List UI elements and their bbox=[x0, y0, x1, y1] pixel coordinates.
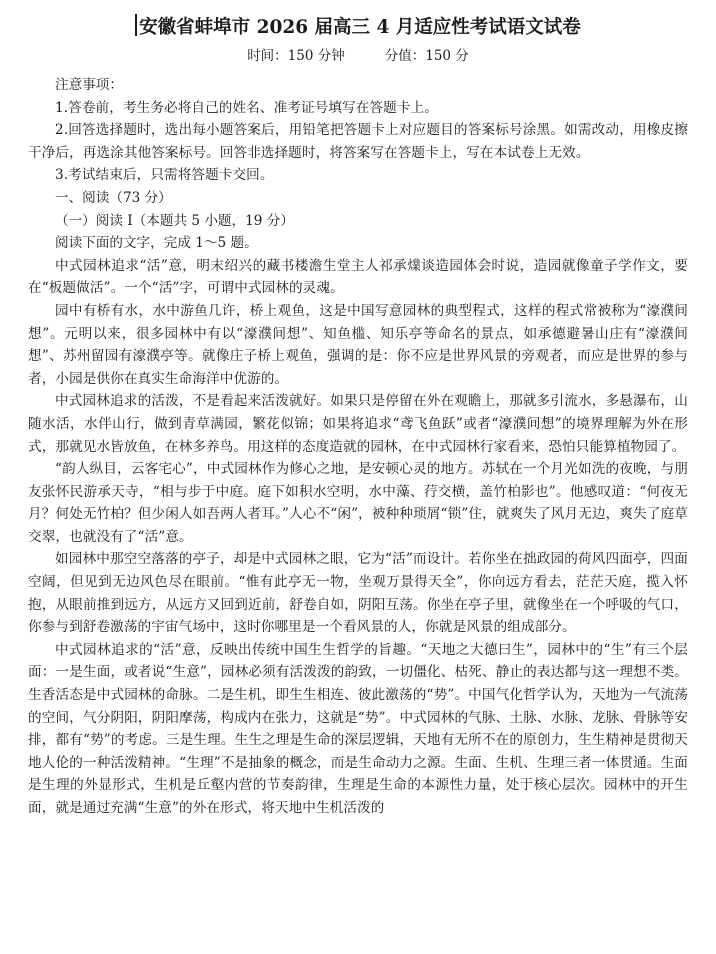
notice-item-2: 2.回答选择题时，选出每小题答案后，用铅笔把答题卡上对应题目的答案标号涂黑。如需改动，用橡皮擦干净后，再选涂其他答案标号。回答非选择题时，将答案写在答题卡上，写在本试卷上无效。 bbox=[28, 122, 688, 161]
exam-score: 分值：150 分 bbox=[384, 48, 469, 64]
passage-paragraph-3: 中式园林追求的活泼，不是看起来活泼就好。如果只是停留在外在观瞻上，那就多引流水，多悬瀑布，山随水活，水伴山行，做到青草满园，繁花似锦；如果将追求“鸢飞鱼跃”或者“濠濮间想”的境界理解为外在形式，那就见水皆放鱼，在林多养鸟。用这样的态度造就的园林，在中式园林行家看来，恐怕只能算植物园了。 bbox=[28, 393, 688, 455]
passage-paragraph-2: 园中有桥有水，水中游鱼几许，桥上观鱼，这是中国写意园林的典型程式，这样的程式常被称为“濠濮间想”。元明以来，很多园林中有以“濠濮间想”、知鱼槛、知乐亭等命名的景点，如承德避暑山庄有“濠濮间想”、苏州留园有濠濮亭等。就像庄子桥上观鱼，强调的是：你不应是世界风景的旁观者，而应是世界的参与者，小园是供你在真实生命海洋中优游的。 bbox=[28, 302, 688, 387]
passage-paragraph-6: 中式园林追求的“活”意，反映出传统中国生生哲学的旨趣。“天地之大德曰生”，园林中的“生”有三个层面：一是生面，或者说“生意”，园林必须有活泼泼的韵致，一切僵化、枯死、静止的表达都与这一理想不类。生香活态是中式园林的命脉。二是生机，即生生相连、彼此激荡的“势”。中国气化哲学认为，天地为一气流荡的空间，气分阴阳，阴阳摩荡，构成内在张力，这就是“势”。中式园林的气脉、土脉、水脉、龙脉、骨脉等安排，都有“势”的考虑。三是生理。生生之理是生命的深层逻辑，天地有无所不在的原创力，生生精神是贯彻天地人伦的一种活泼精神。“生理”不是抽象的概念，而是生命动力之源。生面、生机、生理三者一体贯通。生面是生理的外显形式，生机是丘壑内营的节奏韵律，生理是生命的本源性力量，处于核心层次。园林中的开生面，就是通过充满“生意”的外在形式，将天地中生机活泼的 bbox=[28, 641, 688, 816]
passage-paragraph-4: “韵人纵目，云客宅心”，中式园林作为修心之地，是安顿心灵的地方。苏轼在一个月光如洗的夜晚，与朋友张怀民游承天寺，“相与步于中庭。庭下如积水空明，水中藻、荇交横，盖竹柏影也”。他感叹道：“何夜无月？何处无竹柏？但少闲人如吾两人者耳。”人心不“闲”，被种种琐屑“锁”住，就爽失了风月无边，爽失了庭草交翠，也就没有了“活”意。 bbox=[28, 461, 688, 545]
passage-paragraph-5: 如园林中那空空落落的亭子，却是中式园林之眼，它为“活”而设计。若你坐在拙政园的荷风四面亭，四面空阔，但见到无边风色尽在眼前。“惟有此亭无一物，坐观万景得天全”，你向远方看去，茫茫天庭，揽入怀抱，从眼前推到远方，从远方又回到近前，舒卷自如，阴阳互荡。你坐在亭子里，就像坐在一个呼吸的气口，你参与到舒卷激荡的宇宙气场中，这时你哪里是一个看风景的人，你就是风景的组成部分。 bbox=[28, 551, 688, 636]
notice-heading: 注意事项： bbox=[55, 77, 123, 93]
section-instruction: 阅读下面的文字，完成 1～5 题。 bbox=[55, 235, 258, 252]
notice-item-3: 3.考试结束后，只需将答题卡交回。 bbox=[55, 167, 274, 184]
exam-title-text: 安徽省蚌埠市 2026 届高三 4 月适应性考试语文试卷 bbox=[139, 17, 581, 38]
exam-meta bbox=[28, 46, 688, 66]
exam-time: 时间：150 分钟 bbox=[247, 48, 345, 64]
section-heading: 一、阅读（73 分） bbox=[55, 189, 172, 206]
text-fade-overlay bbox=[340, 902, 380, 926]
text-cursor bbox=[135, 14, 137, 36]
section-subheading: （一）阅读 I（本题共 5 小题，19 分） bbox=[55, 212, 294, 229]
exam-title bbox=[28, 14, 688, 40]
passage-paragraph-1: 中式园林追求“活”意，明末绍兴的藏书楼澹生堂主人祁承㸁谈造园体会时说，造园就像童子学作文，要在“板题做活”。一个“活”字，可谓中式园林的灵魂。 bbox=[28, 257, 688, 297]
notice-item-1: 1.答卷前，考生务必将自己的姓名、准考证号填写在答题卡上。 bbox=[55, 99, 438, 116]
